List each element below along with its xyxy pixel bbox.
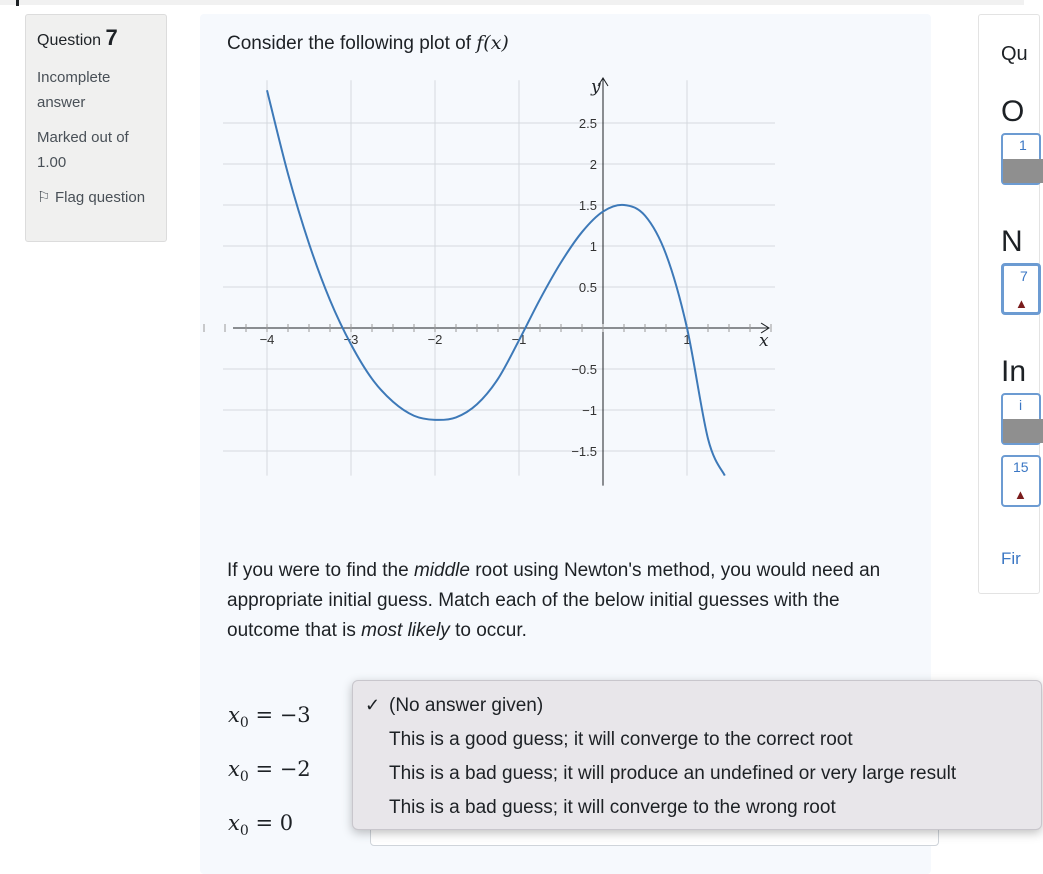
- option-bad-undefined[interactable]: [389, 763, 956, 785]
- tile-number[interactable]: 1: [1019, 137, 1027, 153]
- x-axis-label: x: [759, 331, 769, 351]
- function-label: f(x): [476, 32, 509, 54]
- top-bar-marker: [16, 0, 19, 6]
- question-label: Question: [37, 32, 102, 49]
- nav-question-tile-15[interactable]: [1001, 455, 1041, 507]
- question-intro: [227, 32, 509, 55]
- option-label[interactable]: This is a bad guess; it will produce an undefined or very large result: [389, 763, 957, 784]
- flag-label[interactable]: Flag question: [55, 189, 146, 206]
- y-tick-label: −1.5: [571, 444, 597, 459]
- y-tick-label: 0.5: [578, 280, 597, 295]
- prompt-text-1: If you were to find the: [227, 560, 409, 581]
- guess-var: x: [228, 811, 240, 835]
- y-tick-label: −1: [582, 403, 597, 418]
- guess-value: = 0: [248, 811, 294, 835]
- guess-value: = −3: [248, 703, 311, 727]
- finish-attempt-link[interactable]: Fir: [1001, 549, 1021, 568]
- y-tick-label: 2.5: [578, 116, 597, 131]
- option-label[interactable]: This is a bad guess; it will converge to the wrong root: [389, 797, 836, 818]
- initial-guess-3: [228, 811, 293, 839]
- initial-guess-2: [228, 757, 311, 785]
- question-number: [37, 25, 155, 51]
- quiz-navigation-panel: [978, 14, 1040, 594]
- tile-number[interactable]: 15: [1013, 459, 1029, 475]
- option-label[interactable]: This is a good guess; it will converge to the correct root: [389, 729, 853, 750]
- guess-value: = −2: [248, 757, 311, 781]
- top-bar: [0, 0, 1024, 5]
- nav-question-tile-1[interactable]: [1001, 133, 1041, 185]
- option-good-guess[interactable]: [389, 729, 853, 751]
- y-tick-label: −0.5: [571, 362, 597, 377]
- navigation-title: Qu: [1001, 43, 1028, 65]
- x-tick-label: −2: [427, 332, 443, 347]
- guess-sub: 0: [239, 715, 249, 732]
- section-heading-2: N: [1001, 225, 1023, 258]
- y-tick-label: 1.5: [578, 198, 597, 213]
- y-axis-label: y: [591, 77, 601, 97]
- nav-question-tile-i[interactable]: [1001, 393, 1041, 445]
- guess-sub: 0: [239, 769, 249, 786]
- answer-dropdown-menu[interactable]: [352, 680, 1042, 830]
- question-grade: Marked out of 1.00: [37, 129, 129, 171]
- x-tick-label: −3: [343, 332, 359, 347]
- question-state: Incomplete answer: [37, 69, 111, 111]
- section-heading-3: In: [1001, 355, 1027, 388]
- x-tick-label: −4: [259, 332, 275, 347]
- y-tick-label: 2: [589, 157, 597, 172]
- incomplete-warning-icon: ▲: [1015, 296, 1028, 311]
- x-tick-label: −1: [511, 332, 527, 347]
- flag-icon[interactable]: ⚐: [37, 189, 51, 206]
- option-label[interactable]: (No answer given): [389, 695, 544, 716]
- guess-var: x: [228, 703, 240, 727]
- question-intro-text: Consider the following plot of: [227, 33, 471, 54]
- incomplete-warning-icon: ▲: [1014, 487, 1027, 502]
- x-tick-label: 1: [683, 332, 691, 347]
- prompt-text-2: root using Newton's method, you would need an appropriate initial guess. Match each of the below initial guesses with the outcome that is: [227, 560, 881, 641]
- tile-answered-fill: [1003, 419, 1043, 443]
- prompt-emphasis-likely: most likely: [361, 620, 450, 641]
- flag-question-link[interactable]: [37, 185, 155, 210]
- question-info-panel: [25, 14, 167, 242]
- prompt-text-3: to occur.: [455, 620, 527, 641]
- function-curve: [267, 90, 725, 475]
- question-number-value: 7: [105, 25, 118, 50]
- prompt-emphasis-middle: middle: [413, 560, 470, 581]
- guess-sub: 0: [239, 823, 249, 840]
- question-prompt: [227, 556, 907, 646]
- option-bad-wrong-root[interactable]: [389, 797, 836, 819]
- option-no-answer[interactable]: [365, 695, 544, 717]
- tile-number[interactable]: 7: [1020, 268, 1028, 284]
- nav-question-tile-7[interactable]: [1001, 263, 1041, 315]
- y-tick-label: 1: [589, 239, 597, 254]
- tile-number[interactable]: i: [1019, 397, 1023, 413]
- check-icon: ✓: [365, 695, 381, 715]
- function-plot: [223, 68, 783, 488]
- section-heading-1: O: [1001, 95, 1025, 128]
- guess-var: x: [228, 757, 240, 781]
- initial-guess-1: [228, 703, 311, 731]
- tile-answered-fill: [1003, 159, 1043, 183]
